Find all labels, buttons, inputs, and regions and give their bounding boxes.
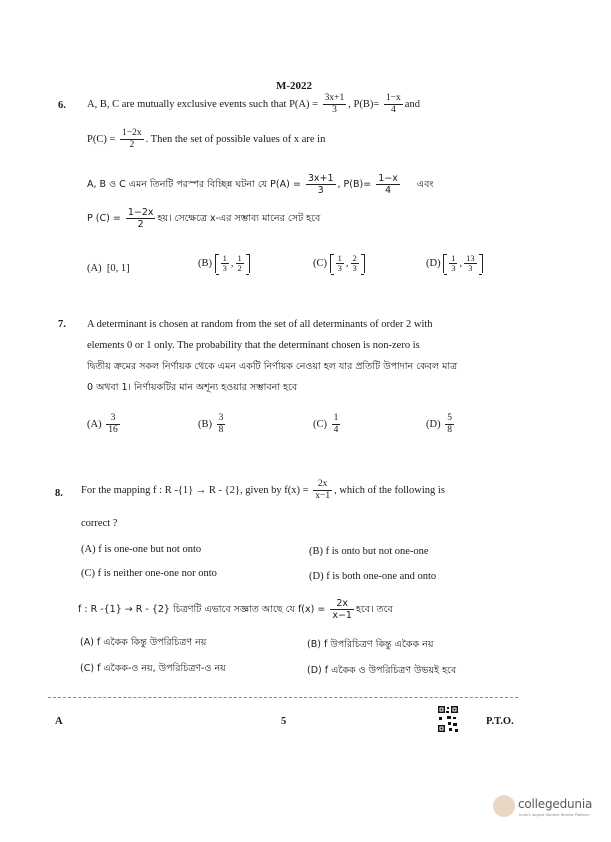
fraction-pa: $\frac{3x+1}{3}$ [324,93,345,115]
q6-option-a[interactable]: (A) [0, 1] [87,263,130,274]
question-number: 6. [58,100,66,111]
q7-en-line1: A determinant is chosen at random from the set of all determinants of order 2 with [87,319,433,330]
q8-option-c[interactable]: (C) f is neither one-one nor onto [81,568,217,579]
q8-option-b[interactable]: (B) f is onto but not one-one [309,546,429,557]
q6-option-c[interactable]: (C) $\frac{1}{3}$ , $\frac{2}{3}$ [313,254,365,273]
interval-bracket: $\frac{1}{3}$ , $\frac{13}{3}$ [443,254,482,273]
q8-option-d[interactable]: (D) f is both one-one and onto [309,571,437,582]
collegedunia-tagline: India's largest Student Review Platform [519,813,590,817]
q7-option-c[interactable]: (C) $\frac{1}{4}$ [313,413,339,435]
q8-bn-option-a[interactable]: (A) f একৈক কিন্তু উপরিচিত্রণ নয় [80,637,207,648]
page-number: 5 [281,716,287,727]
q8-bn-option-b[interactable]: (B) f উপরিচিত্রণ কিন্তু একৈক নয় [307,639,434,650]
q6-bn-line1: A, B ও C এমন তিনটি পরস্পর বিচ্ছিন্ন ঘটনা যে P(A) = $\frac{3x+1}{3}$ , P(B)= $\frac{1-x}{4}$ এবং [87,173,434,196]
q7-bn-line2: 0 অথবা 1। নির্ণায়কটির মান অশূন্য হওয়ার সম্ভাবনা হবে [87,382,298,393]
fraction-pc-bn: $\frac{1-2x}{2}$ [127,207,154,230]
pto-label: P.T.O. [486,716,514,727]
q6-en-text: A, B, C are mutually exclusive events such that P(A) = [87,98,319,110]
footer-series: A [55,716,63,727]
question-number: 8. [55,488,63,499]
qr-code-icon [437,705,459,733]
interval-bracket: $\frac{1}{3}$ , $\frac{2}{3}$ [330,254,365,273]
footer-divider [48,697,518,698]
q6-option-b[interactable]: (B) $\frac{1}{3}$ , $\frac{1}{2}$ [198,254,250,273]
question-number: 7. [58,319,66,330]
collegedunia-logo: collegedunia [518,797,593,811]
fraction-pb-bn: $\frac{1-x}{4}$ [378,173,398,196]
fraction-pa-bn: $\frac{3x+1}{3}$ [307,173,334,196]
q8-option-a[interactable]: (A) f is one-one but not onto [81,544,202,555]
q7-option-a[interactable]: (A) $\frac{3}{16}$ [87,413,118,435]
paper-code: M-2022 [276,80,313,92]
q6-en-line2: P(C) = $\frac{1-2x}{2}$ . Then the set of possible values of x are in [87,128,326,150]
q8-bn-option-c[interactable]: (C) f একৈক-ও নয়, উপরিচিত্রণ-ও নয় [80,663,226,674]
q7-bn-line1: দ্বিতীয় ক্রমের সকল নির্ণায়ক থেকে এমন একটি নির্ণায়ক নেওয়া হল যার প্রতিটি উপাদান কেবল মাত্র [87,361,458,372]
q8-bn-line1: f : R -{1} → R - {2} চিত্রণটি এভাবে সজ্ঞাত আছে যে f(x) = $\frac{2x}{x-1}$ হবে। তবে [78,598,393,621]
q6-option-d[interactable]: (D) $\frac{1}{3}$ , $\frac{13}{3}$ [426,254,483,273]
q7-option-b[interactable]: (B) $\frac{3}{8}$ [198,413,224,435]
q8-en-line2: correct ? [81,518,118,529]
q6-bn-line2: P (C) = $\frac{1-2x}{2}$ হয়। সেক্ষেত্রে x-এর সম্ভাব্য মানের সেট হবে [87,207,321,230]
fraction-pc: $\frac{1-2x}{2}$ [122,128,142,150]
q7-option-d[interactable]: (D) $\frac{5}{8}$ [426,413,452,435]
q7-en-line2: elements 0 or 1 only. The probability that the determinant chosen is non-zero is [87,340,420,351]
q6-en-line1: A, B, C are mutually exclusive events such that P(A) = $\frac{3x+1}{3}$ , P(B)= $\frac{1-x}{4}$ and [87,93,420,115]
q8-bn-option-d[interactable]: (D) f একৈক ও উপরিচিত্রণ উভয়ই হবে [307,665,457,676]
interval-bracket: $\frac{1}{3}$ , $\frac{1}{2}$ [215,254,250,273]
fraction-pb: $\frac{1-x}{4}$ [385,93,401,115]
q8-en-line1: For the mapping f : R -{1} → R - {2}, given by f(x) = $\frac{2x}{x-1}$ , which of the following is [81,479,445,501]
collegedunia-mascot-icon [493,795,515,817]
